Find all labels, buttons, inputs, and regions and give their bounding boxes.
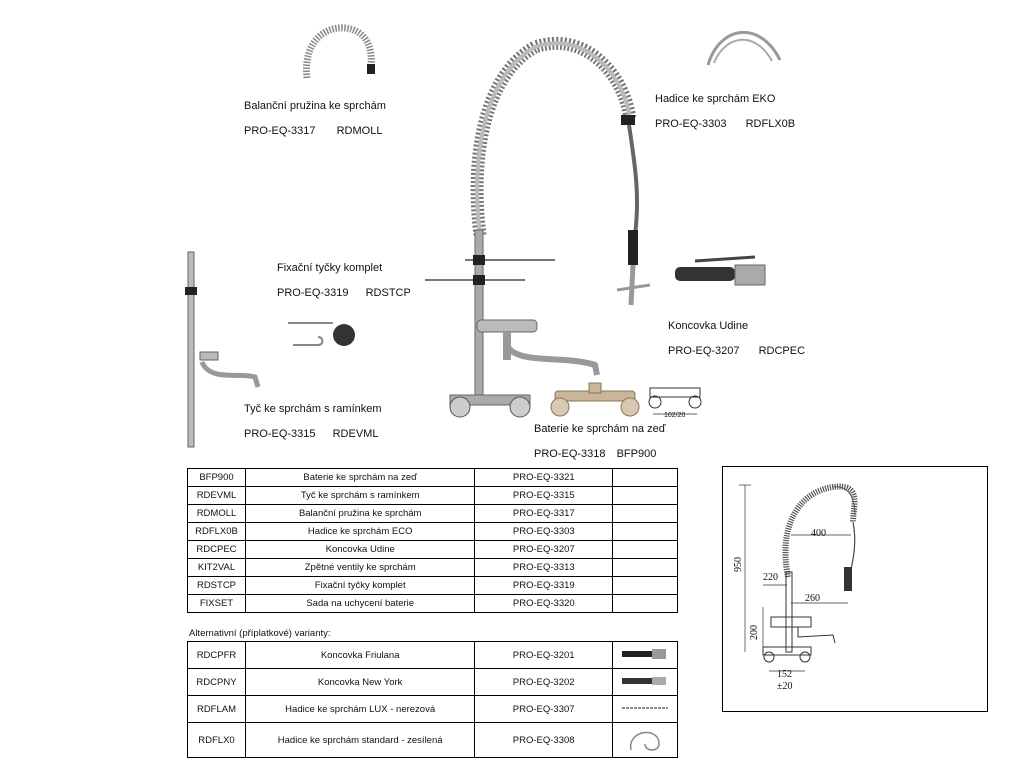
part-extra: [613, 541, 678, 559]
alt-thumb: [613, 696, 678, 723]
part-sku: BFP900: [188, 469, 246, 487]
part-extra: [613, 487, 678, 505]
part-sku: RDMOLL: [188, 505, 246, 523]
spring-code-pro: PRO-EQ-3317: [244, 125, 316, 137]
wall-label: Baterie ke sprchám na zeď: [534, 423, 666, 435]
wall-dim-label: 102/20: [664, 412, 686, 419]
part-name: Sada na uchycení baterie: [245, 595, 474, 613]
dim-950: 950: [733, 557, 744, 572]
spring-code: [244, 125, 382, 137]
table-row: [188, 577, 678, 595]
part-name: Balanční pružina ke sprchám: [245, 505, 474, 523]
rods-code: [277, 287, 411, 299]
udine-label: Koncovka Udine: [668, 320, 749, 332]
part-name: Koncovka Udine: [245, 541, 474, 559]
hose-eko-code-pro: PRO-EQ-3303: [655, 118, 727, 130]
udine-code-pro: PRO-EQ-3207: [668, 345, 740, 357]
table-row: [188, 595, 678, 613]
spring-code-sku: RDMOLL: [336, 125, 383, 137]
part-code: PRO-EQ-3303: [475, 523, 613, 541]
rods-label: Fixační tyčky komplet: [277, 262, 383, 274]
table-row: [188, 505, 678, 523]
part-extra: [613, 559, 678, 577]
wall-code-sku: BFP900: [616, 448, 657, 460]
part-code: PRO-EQ-3321: [475, 469, 613, 487]
table-row: [188, 487, 678, 505]
diagram-drawing: [723, 467, 987, 711]
new-york-thumb: [620, 673, 670, 689]
part-name: Fixační tyčky komplet: [245, 577, 474, 595]
wall-code-pro: PRO-EQ-3318: [534, 448, 606, 460]
table-row: [188, 723, 678, 758]
udine-code: [668, 345, 805, 357]
part-code: PRO-EQ-3207: [475, 541, 613, 559]
dim-tolerance: ±20: [777, 681, 793, 692]
table-row: [188, 541, 678, 559]
lux-hose-thumb: [620, 703, 670, 713]
part-sku: FIXSET: [188, 595, 246, 613]
udine-image: [675, 255, 775, 295]
pre-rinse-unit-image: [425, 35, 655, 425]
alt-thumb: [613, 723, 678, 758]
table-row: [188, 559, 678, 577]
alt-sku: RDCPFR: [188, 642, 246, 669]
dim-152: 152: [777, 669, 792, 680]
part-extra: [613, 595, 678, 613]
bar-code-pro: PRO-EQ-3315: [244, 428, 316, 440]
part-sku: RDEVML: [188, 487, 246, 505]
dim-260: 260: [805, 593, 820, 604]
part-name: Hadice ke sprchám ECO: [245, 523, 474, 541]
part-extra: [613, 469, 678, 487]
hose-eko-code: [655, 118, 795, 130]
bar-code: [244, 428, 378, 440]
hose-eko-image: [700, 15, 790, 75]
alt-name: Hadice ke sprchám LUX - nerezová: [245, 696, 474, 723]
bar-image: [180, 252, 270, 452]
rods-code-sku: RDSTCP: [365, 287, 411, 299]
hose-eko-code-sku: RDFLX0B: [745, 118, 796, 130]
spring-image: [295, 22, 385, 82]
alt-code: PRO-EQ-3202: [475, 669, 613, 696]
dim-200: 200: [749, 625, 760, 640]
part-extra: [613, 523, 678, 541]
dimension-diagram: [722, 466, 988, 712]
parts-table: [187, 468, 678, 613]
part-name: Baterie ke sprchám na zeď: [245, 469, 474, 487]
part-sku: RDFLX0B: [188, 523, 246, 541]
alt-thumb: [613, 642, 678, 669]
dim-220: 220: [763, 572, 778, 583]
alt-code: PRO-EQ-3307: [475, 696, 613, 723]
alternatives-table: [187, 641, 678, 758]
part-name: Tyč ke sprchám s ramínkem: [245, 487, 474, 505]
part-code: PRO-EQ-3320: [475, 595, 613, 613]
alt-name: Hadice ke sprchám standard - zesílená: [245, 723, 474, 758]
part-code: PRO-EQ-3317: [475, 505, 613, 523]
table-row: [188, 669, 678, 696]
bar-label: Tyč ke sprchám s ramínkem: [244, 403, 382, 415]
alt-sku: RDFLAM: [188, 696, 246, 723]
part-code: PRO-EQ-3313: [475, 559, 613, 577]
alternatives-title: Alternativní (příplatkové) varianty:: [189, 628, 331, 639]
friulana-thumb: [620, 646, 670, 662]
spring-label: Balanční pružina ke sprchám: [244, 100, 386, 112]
table-row: [188, 469, 678, 487]
part-sku: RDSTCP: [188, 577, 246, 595]
part-sku: KIT2VAL: [188, 559, 246, 577]
alt-thumb: [613, 669, 678, 696]
table-row: [188, 696, 678, 723]
alt-code: PRO-EQ-3201: [475, 642, 613, 669]
table-row: [188, 642, 678, 669]
alt-sku: RDFLX0: [188, 723, 246, 758]
wall-mount-image: [545, 383, 645, 418]
rods-code-pro: PRO-EQ-3319: [277, 287, 349, 299]
part-extra: [613, 505, 678, 523]
part-sku: RDCPEC: [188, 541, 246, 559]
part-code: PRO-EQ-3315: [475, 487, 613, 505]
standard-hose-thumb: [625, 724, 665, 754]
udine-code-sku: RDCPEC: [758, 345, 806, 357]
table-row: [188, 523, 678, 541]
alt-code: PRO-EQ-3308: [475, 723, 613, 758]
part-name: Zpětné ventily ke sprchám: [245, 559, 474, 577]
dim-400: 400: [811, 528, 826, 539]
alt-name: Koncovka Friulana: [245, 642, 474, 669]
alt-sku: RDCPNY: [188, 669, 246, 696]
part-code: PRO-EQ-3319: [475, 577, 613, 595]
rods-image: [288, 315, 368, 355]
wall-code: [534, 448, 656, 460]
part-extra: [613, 577, 678, 595]
hose-eko-label: Hadice ke sprchám EKO: [655, 93, 776, 105]
alt-name: Koncovka New York: [245, 669, 474, 696]
bar-code-sku: RDEVML: [332, 428, 379, 440]
